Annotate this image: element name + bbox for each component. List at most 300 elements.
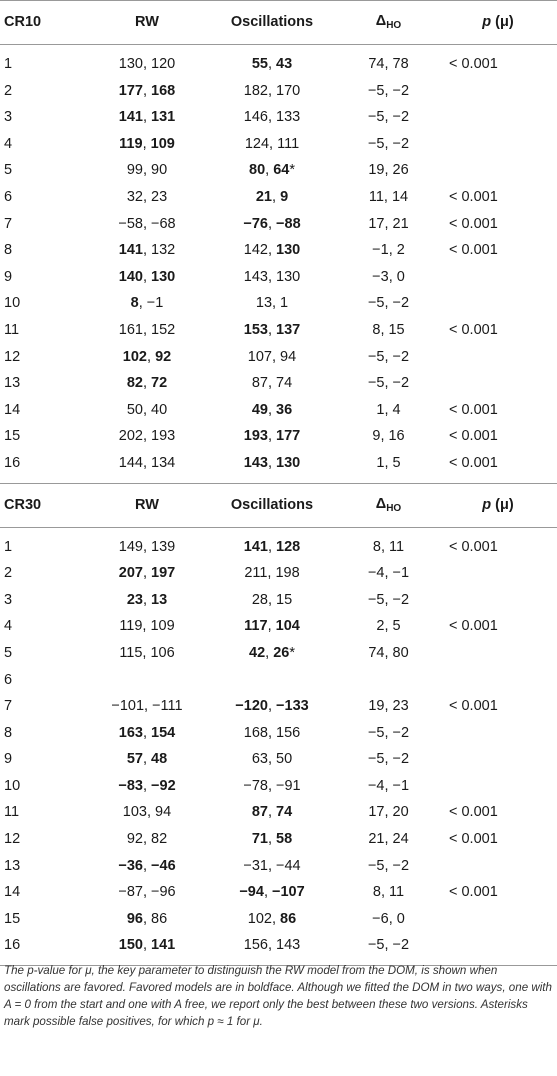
- bold-value: 58: [276, 831, 293, 848]
- row-number: 6: [4, 671, 13, 688]
- bold-value: −107: [272, 884, 305, 901]
- delta-ho-cell: 11, 14: [368, 189, 409, 206]
- row-number: 10: [4, 777, 21, 794]
- bold-value: −120: [235, 698, 268, 715]
- oscillations-cell: [206, 370, 338, 397]
- value-text: ,: [142, 937, 152, 954]
- delta-ho-header: $\Delta_{HO}$: [375, 13, 402, 31]
- bold-value: 102: [122, 348, 147, 365]
- row-number: 4: [4, 618, 13, 635]
- bold-value: −88: [276, 215, 301, 232]
- oscillations-cell: [206, 879, 338, 906]
- bold-value: −92: [151, 777, 176, 794]
- cr30-label: CR30: [4, 496, 42, 513]
- value-text: 92, 82: [126, 831, 168, 848]
- value-text: −101, −111: [111, 698, 183, 715]
- value-text: ,: [267, 618, 276, 635]
- rw-cell: [88, 587, 206, 614]
- delta-ho-cell: 74, 78: [368, 56, 409, 73]
- oscillations-cell: [206, 826, 338, 853]
- value-text: ,: [267, 401, 277, 418]
- delta-ho-cell: −5, −2: [367, 937, 410, 954]
- table-row: [0, 211, 557, 238]
- delta-ho-cell: −5, −2: [367, 724, 410, 741]
- value-text: , 132: [142, 242, 176, 259]
- row-number: 13: [4, 857, 21, 874]
- bold-value: 49: [251, 401, 268, 418]
- p-value-cell: < 0.001: [449, 618, 498, 635]
- value-text: 142,: [243, 242, 277, 259]
- value-text: ,: [142, 751, 152, 768]
- value-text: 156, 143: [243, 937, 301, 954]
- oscillations-cell: [206, 560, 338, 587]
- value-text: ,: [147, 348, 156, 365]
- value-text: 102,: [247, 910, 281, 927]
- rw-cell: [88, 51, 206, 78]
- bold-value: 43: [276, 56, 293, 73]
- p-value-cell: [439, 773, 557, 800]
- value-text: ,: [142, 109, 152, 126]
- value-text: ,: [267, 454, 277, 471]
- bold-value: −46: [151, 857, 176, 874]
- bold-value: 74: [276, 804, 293, 821]
- bold-value: 193: [243, 428, 268, 445]
- rw-cell: [88, 773, 206, 800]
- oscillations-cell: [206, 344, 338, 371]
- rw-cell: [88, 450, 206, 477]
- oscillations-cell: [206, 423, 338, 450]
- table-row: [0, 640, 557, 667]
- p-value-cell: < 0.001: [449, 698, 498, 715]
- table-row: [0, 560, 557, 587]
- bold-value: 168: [151, 82, 176, 99]
- bold-value: 177: [118, 82, 143, 99]
- table-row: [0, 587, 557, 614]
- bold-value: 57: [126, 751, 143, 768]
- value-text: −58, −68: [118, 215, 176, 232]
- delta-ho-cell: −4, −1: [367, 777, 410, 794]
- oscillations-cell: [206, 78, 338, 105]
- bold-value: 154: [151, 724, 176, 741]
- cr10-header-row: [0, 1, 557, 45]
- rw-cell: [88, 317, 206, 344]
- oscillations-cell: [206, 773, 338, 800]
- delta-ho-cell: 74, 80: [368, 644, 409, 661]
- rw-cell: [88, 370, 206, 397]
- value-text: ,: [263, 884, 272, 901]
- value-text: ,: [265, 162, 274, 179]
- value-text: ,: [142, 777, 152, 794]
- delta-ho-cell: 1, 5: [376, 454, 401, 471]
- bold-value: 141: [118, 242, 143, 259]
- value-text: ,: [142, 565, 152, 582]
- p-value-cell: [439, 720, 557, 747]
- value-text: 146, 133: [243, 109, 301, 126]
- rw-cell: [88, 799, 206, 826]
- oscillations-cell: [206, 237, 338, 264]
- rw-header: RW: [135, 14, 159, 31]
- table-row: [0, 397, 557, 424]
- oscillations-cell: [206, 720, 338, 747]
- bold-value: 71: [251, 831, 268, 848]
- delta-ho-cell: −6, 0: [372, 910, 405, 927]
- delta-ho-cell: [338, 666, 439, 693]
- value-text: ,: [142, 724, 152, 741]
- bold-value: 140: [118, 268, 143, 285]
- value-text: 161, 152: [118, 321, 176, 338]
- table-row: [0, 423, 557, 450]
- bold-value: 36: [276, 401, 293, 418]
- oscillations-cell: [206, 613, 338, 640]
- bold-value: 130: [151, 268, 176, 285]
- bold-value: 26: [273, 644, 290, 661]
- bold-value: 137: [276, 321, 301, 338]
- value-text: ,: [267, 831, 277, 848]
- table-row: [0, 666, 557, 693]
- rw-cell: [88, 264, 206, 291]
- cr10-body: [0, 45, 557, 484]
- value-text: 144, 134: [118, 454, 176, 471]
- row-number: 14: [4, 884, 21, 901]
- delta-ho-cell: −5, −2: [367, 82, 410, 99]
- table-row: [0, 932, 557, 959]
- value-text: 124, 111: [244, 135, 300, 152]
- oscillations-cell: [206, 397, 338, 424]
- oscillations-cell: [206, 906, 338, 933]
- oscillations-cell: [206, 290, 338, 317]
- row-number: 4: [4, 135, 13, 152]
- delta-ho-cell: 19, 23: [368, 698, 409, 715]
- table-row: [0, 450, 557, 477]
- row-number: 5: [4, 644, 13, 661]
- rw-cell: [88, 932, 206, 959]
- delta-ho-cell: −5, −2: [367, 295, 410, 312]
- oscillations-cell: [206, 450, 338, 477]
- rw-cell: [88, 666, 206, 693]
- row-number: 12: [4, 348, 21, 365]
- p-value-cell: < 0.001: [449, 56, 498, 73]
- bold-value: 64: [273, 162, 290, 179]
- value-text: , 86: [142, 910, 168, 927]
- row-number: 11: [4, 321, 20, 338]
- value-text: 32, 23: [126, 189, 168, 206]
- bold-value: 153: [243, 321, 268, 338]
- delta-ho-cell: 17, 20: [368, 804, 409, 821]
- table-row: [0, 906, 557, 933]
- bold-value: −94: [239, 884, 264, 901]
- oscillations-cell: [206, 666, 338, 693]
- table-row: [0, 290, 557, 317]
- oscillations-cell: [206, 51, 338, 78]
- bold-value: −133: [276, 698, 309, 715]
- value-text: *: [289, 644, 295, 661]
- cr30-body: [0, 527, 557, 966]
- bold-value: 163: [118, 724, 143, 741]
- bold-value: 13: [151, 591, 168, 608]
- delta-ho-cell: −5, −2: [367, 348, 410, 365]
- bold-value: 197: [151, 565, 176, 582]
- p-value-cell: < 0.001: [449, 189, 498, 206]
- row-number: 8: [4, 724, 13, 741]
- rw-cell: [88, 693, 206, 720]
- value-text: ,: [267, 56, 277, 73]
- rw-cell: [88, 746, 206, 773]
- value-text: 143, 130: [243, 268, 301, 285]
- table-row: [0, 317, 557, 344]
- bold-value: 131: [151, 109, 176, 126]
- value-text: *: [289, 162, 295, 179]
- p-value-cell: [439, 157, 557, 184]
- value-text: 99, 90: [126, 162, 168, 179]
- table-row: [0, 184, 557, 211]
- value-text: 149, 139: [118, 538, 176, 555]
- bold-value: −76: [243, 215, 268, 232]
- value-text: ,: [267, 804, 277, 821]
- rw-cell: [88, 211, 206, 238]
- rw-cell: [88, 344, 206, 371]
- row-number: 2: [4, 565, 13, 582]
- value-text: ,: [265, 644, 274, 661]
- table-row: [0, 534, 557, 561]
- row-number: 12: [4, 831, 21, 848]
- cr30-header-row: [0, 483, 557, 527]
- oscillations-cell: [206, 640, 338, 667]
- table-row: [0, 693, 557, 720]
- oscillations-cell: [206, 184, 338, 211]
- rw-cell: [88, 560, 206, 587]
- p-value-cell: < 0.001: [449, 428, 498, 445]
- value-text: 168, 156: [243, 724, 301, 741]
- row-number: 9: [4, 268, 13, 285]
- row-number: 9: [4, 751, 13, 768]
- oscillations-cell: [206, 157, 338, 184]
- delta-ho-cell: 2, 5: [376, 618, 401, 635]
- p-value-cell: [439, 264, 557, 291]
- rw-cell: [88, 720, 206, 747]
- bold-value: 207: [118, 565, 143, 582]
- table-row: [0, 51, 557, 78]
- p-value-cell: [439, 560, 557, 587]
- value-text: −78, −91: [243, 777, 301, 794]
- bold-value: 150: [118, 937, 143, 954]
- bold-value: 117: [244, 618, 268, 635]
- rw-cell: [88, 853, 206, 880]
- value-text: −31, −44: [243, 857, 301, 874]
- rw-cell: [88, 534, 206, 561]
- value-text: 103, 94: [122, 804, 172, 821]
- value-text: 202, 193: [118, 428, 176, 445]
- bold-value: 104: [275, 618, 300, 635]
- rw-cell: [88, 104, 206, 131]
- bold-value: 128: [276, 538, 301, 555]
- value-text: ,: [267, 215, 277, 232]
- oscillations-cell: [206, 693, 338, 720]
- table-footnote: The p-value for μ, the key parameter to distinguish the RW model from the DOM, is shown when oscillations are favored. Favored models are in boldface. Although we fitted the DOM in two ways, one with A = 0 from the start and one with A free, we report only the best between these two versions. Asterisks mark possible false positives, for which p ≈ 1 for μ.: [4, 964, 552, 1028]
- bold-value: 72: [151, 375, 168, 392]
- value-text: 130, 120: [118, 56, 176, 73]
- bold-value: 48: [151, 751, 168, 768]
- bold-value: 21: [255, 189, 272, 206]
- rw-cell: [88, 131, 206, 158]
- delta-ho-cell: 17, 21: [368, 215, 409, 232]
- p-value-cell: < 0.001: [449, 831, 498, 848]
- bold-value: 96: [126, 910, 143, 927]
- table-row: [0, 237, 557, 264]
- bold-value: 23: [126, 591, 143, 608]
- p-value-cell: [439, 290, 557, 317]
- delta-ho-header: $\Delta_{HO}$: [375, 495, 402, 514]
- delta-ho-cell: −5, −2: [367, 857, 410, 874]
- bold-value: 82: [126, 375, 143, 392]
- oscillations-cell: [206, 104, 338, 131]
- delta-ho-cell: −5, −2: [367, 751, 410, 768]
- row-number: 11: [4, 804, 20, 821]
- rw-cell: [88, 184, 206, 211]
- p-value-cell: [439, 932, 557, 959]
- rw-cell: [88, 290, 206, 317]
- bold-value: 42: [249, 644, 266, 661]
- table-row: [0, 78, 557, 105]
- oscillations-cell: [206, 799, 338, 826]
- delta-ho-cell: −5, −2: [367, 109, 410, 126]
- value-text: 13, 1: [255, 295, 289, 312]
- rw-cell: [88, 397, 206, 424]
- value-text: ,: [267, 428, 277, 445]
- value-text: 182, 170: [243, 82, 301, 99]
- table-row: [0, 131, 557, 158]
- oscillations-cell: [206, 317, 338, 344]
- value-text: ,: [267, 321, 277, 338]
- rw-header: RW: [135, 496, 159, 513]
- bold-value: 109: [150, 135, 175, 152]
- p-value-cell: < 0.001: [449, 884, 498, 901]
- value-text: ,: [267, 698, 277, 715]
- p-value-cell: < 0.001: [449, 215, 498, 232]
- rw-cell: [88, 826, 206, 853]
- row-number: 3: [4, 109, 13, 126]
- row-number: 5: [4, 162, 13, 179]
- table-row: [0, 104, 557, 131]
- value-text: ,: [267, 538, 277, 555]
- bold-value: 141: [243, 538, 268, 555]
- delta-ho-cell: −5, −2: [367, 375, 410, 392]
- oscillations-cell: [206, 264, 338, 291]
- bold-value: 9: [280, 189, 289, 206]
- oscillations-cell: [206, 534, 338, 561]
- value-text: 50, 40: [126, 401, 168, 418]
- p-value-cell: < 0.001: [449, 538, 498, 555]
- row-number: 2: [4, 82, 13, 99]
- rw-cell: [88, 906, 206, 933]
- row-number: 14: [4, 401, 21, 418]
- value-text: ,: [142, 591, 152, 608]
- value-text: 107, 94: [247, 348, 297, 365]
- bold-value: 130: [276, 242, 301, 259]
- rw-cell: [88, 423, 206, 450]
- row-number: 8: [4, 242, 13, 259]
- value-text: −87, −96: [118, 884, 176, 901]
- bold-value: 130: [276, 454, 301, 471]
- bold-value: 141: [118, 109, 143, 126]
- row-number: 15: [4, 428, 21, 445]
- row-number: 16: [4, 937, 21, 954]
- p-value-cell: [439, 640, 557, 667]
- value-text: 87, 74: [251, 375, 293, 392]
- bold-value: 80: [249, 162, 266, 179]
- bold-value: 8: [130, 295, 139, 312]
- oscillations-cell: [206, 853, 338, 880]
- oscillations-cell: [206, 587, 338, 614]
- delta-ho-cell: 21, 24: [368, 831, 409, 848]
- table-row: [0, 370, 557, 397]
- p-value-cell: [439, 370, 557, 397]
- p-mu-header: p (μ): [482, 496, 514, 513]
- bold-value: 92: [155, 348, 172, 365]
- bold-value: −36: [118, 857, 143, 874]
- delta-ho-cell: 9, 16: [372, 428, 405, 445]
- value-text: ,: [272, 189, 281, 206]
- p-mu-header: p (μ): [482, 14, 514, 31]
- bold-value: 177: [276, 428, 301, 445]
- row-number: 1: [4, 538, 13, 555]
- rw-cell: [88, 78, 206, 105]
- oscillations-header: Oscillations: [230, 496, 314, 513]
- value-text: , −1: [138, 295, 164, 312]
- rw-cell: [88, 237, 206, 264]
- delta-ho-cell: 8, 11: [372, 884, 405, 901]
- p-value-cell: [439, 344, 557, 371]
- p-value-cell: < 0.001: [449, 454, 498, 471]
- p-value-cell: [439, 587, 557, 614]
- value-text: ,: [142, 857, 152, 874]
- p-value-cell: [439, 746, 557, 773]
- delta-ho-cell: −4, −1: [367, 565, 410, 582]
- bold-value: 119: [119, 135, 143, 152]
- oscillations-header: Oscillations: [230, 14, 314, 31]
- table-row: [0, 773, 557, 800]
- table-row: [0, 264, 557, 291]
- value-text: ,: [142, 268, 152, 285]
- table-row: [0, 746, 557, 773]
- bold-value: 143: [243, 454, 268, 471]
- delta-ho-cell: −1, 2: [372, 242, 405, 259]
- p-value-cell: [439, 131, 557, 158]
- bold-value: −83: [118, 777, 143, 794]
- rw-cell: [88, 613, 206, 640]
- bold-value: 87: [251, 804, 268, 821]
- table-row: [0, 799, 557, 826]
- table-row: [0, 720, 557, 747]
- delta-ho-cell: −5, −2: [367, 591, 410, 608]
- table-row: [0, 157, 557, 184]
- p-value-cell: [439, 906, 557, 933]
- value-text: 28, 15: [251, 591, 293, 608]
- bold-value: 86: [280, 910, 297, 927]
- oscillations-cell: [206, 746, 338, 773]
- row-number: 7: [4, 698, 13, 715]
- value-text: 211, 198: [244, 565, 300, 582]
- row-number: 10: [4, 295, 21, 312]
- value-text: ,: [142, 82, 152, 99]
- rw-cell: [88, 879, 206, 906]
- row-number: 1: [4, 56, 13, 73]
- p-value-cell: [439, 78, 557, 105]
- p-value-cell: < 0.001: [449, 804, 498, 821]
- rw-cell: [88, 157, 206, 184]
- oscillations-cell: [206, 932, 338, 959]
- delta-ho-cell: −3, 0: [372, 268, 405, 285]
- value-text: 115, 106: [119, 644, 175, 661]
